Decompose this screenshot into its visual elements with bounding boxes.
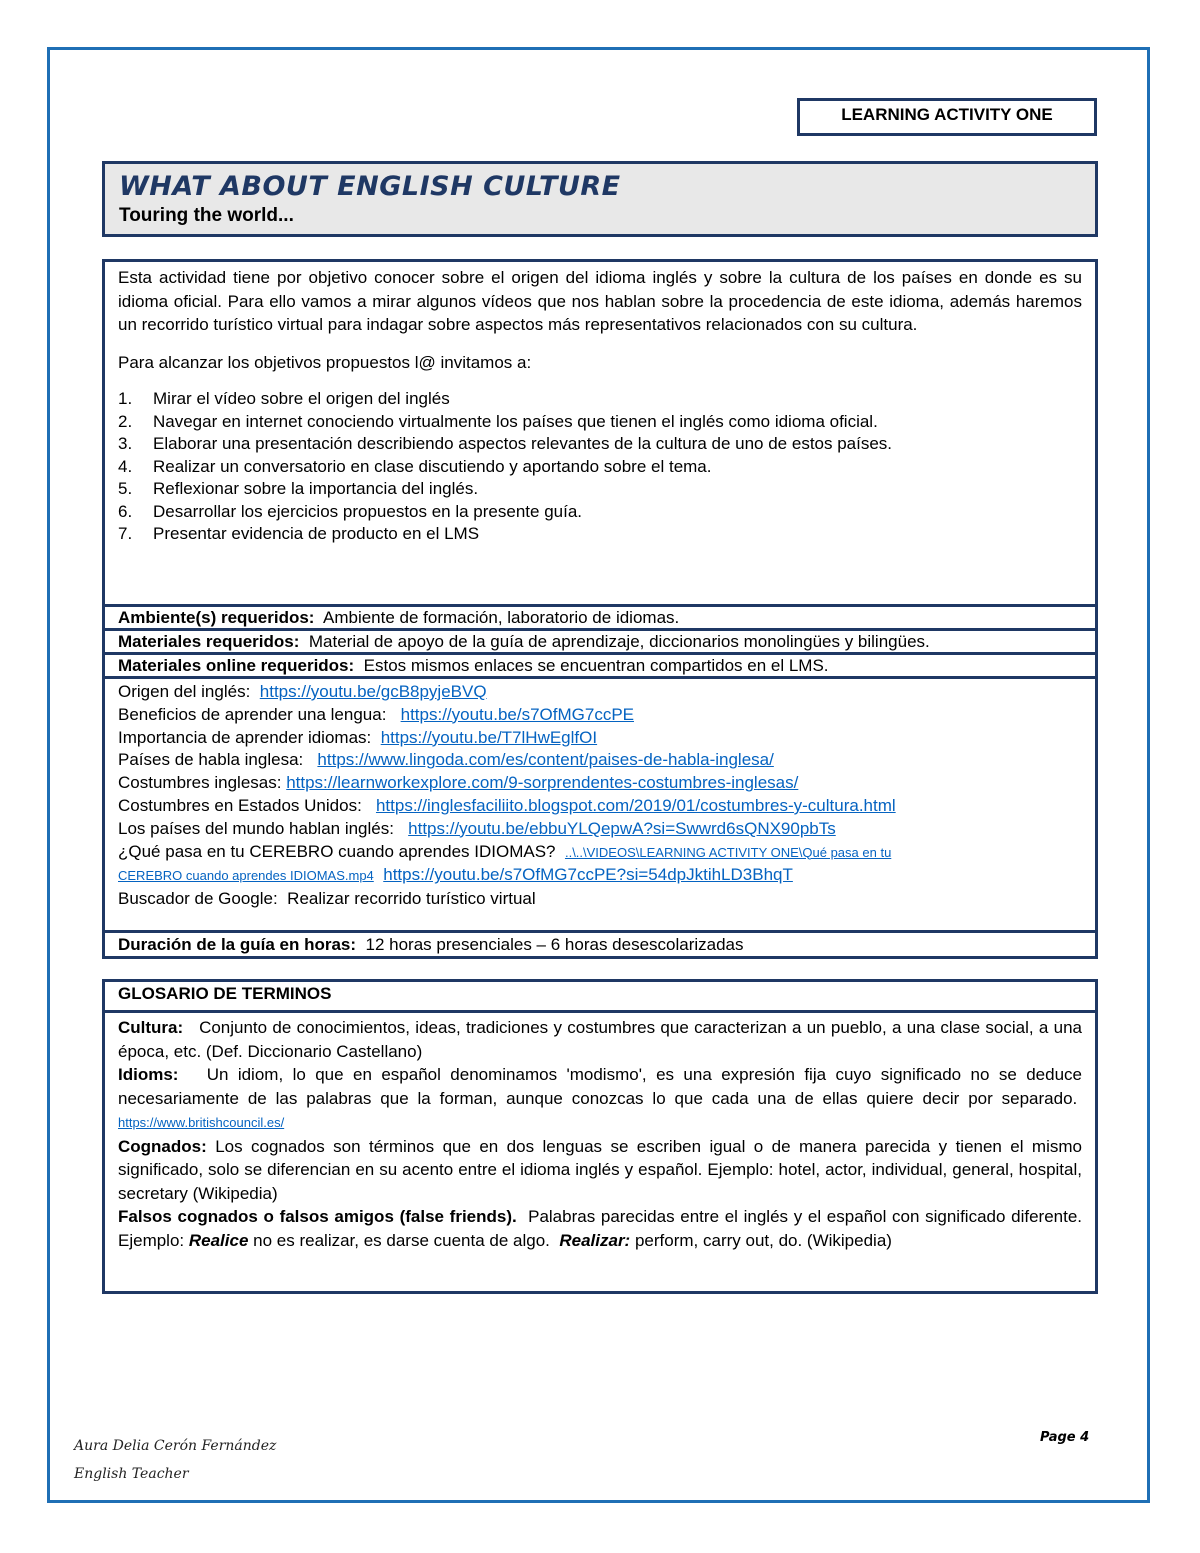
list-item: 4. Realizar un conversatorio en clase discutiendo y aportando sobre el tema. xyxy=(118,456,712,476)
glossary-entry-cognados: Cognados: Los cognados son términos que en dos lenguas se escriben igual o de manera parecida y tienen el mismo significado, solo se diferencian en su acento entre el idioma inglés y español. Ejemplo: hotel, actor, individual, general, hospital, secretary (Wikipedia) xyxy=(118,1136,1082,1203)
author-role: English Teacher xyxy=(74,1466,189,1482)
materials-row: Materiales requeridos: Material de apoyo de la guía de aprendizaje, diccionarios monolingües y bilingües. xyxy=(105,628,1095,652)
environment-row: Ambiente(s) requeridos: Ambiente de formación, laboratorio de idiomas. xyxy=(105,604,1095,628)
duration-row: Duración de la guía en horas: 12 horas presenciales – 6 horas desescolarizadas xyxy=(105,930,1095,956)
link-row: Origen del inglés: https://youtu.be/gcB8pyjeBVQ xyxy=(118,682,487,701)
glossary-entry-idioms: Idioms: Un idiom, lo que en español denominamos 'modismo', es una expresión fija cuyo significado no se deduce necesariamente de las palabras que la forman, aunque conozcas lo que cada una de ellas quiere decir por separado. https://www.britishcouncil.es/ xyxy=(118,1065,1082,1130)
steps-list xyxy=(118,388,1082,546)
local-file-link-continued[interactable]: CEREBRO cuando aprendes IDIOMAS.mp4 xyxy=(118,868,374,884)
list-item: 1. Mirar el vídeo sobre el origen del inglés xyxy=(118,389,450,408)
link-row: Costumbres en Estados Unidos: https://inglesfaciliito.blogspot.com/2019/01/costumbres-y-cultura.html xyxy=(118,795,896,815)
video-link[interactable]: https://youtu.be/s7OfMG7ccPE?si=54dpJktihLD3BhqT xyxy=(383,865,793,885)
link-row: ¿Qué pasa en tu CEREBRO cuando aprendes IDIOMAS? ..\..\VIDEOS\LEARNING ACTIVITY ONE\Qué pasa en tu xyxy=(118,841,892,861)
glossary-entry-falsos: Falsos cognados o falsos amigos (false friends). Palabras parecidas entre el inglés y el español con significado diferente. Ejemplo: Realice no es realizar, es darse cuenta de algo. Realizar: perform, carry out, do. (Wikipedia) xyxy=(118,1207,1083,1250)
link-row: Beneficios de aprender una lengua: https://youtu.be/s7OfMG7ccPE xyxy=(118,704,634,724)
link-row: Buscador de Google: Realizar recorrido turístico virtual xyxy=(118,889,536,909)
page-number: Page 4 xyxy=(1040,1430,1090,1445)
title-box xyxy=(102,161,1098,237)
intro-invite: Para alcanzar los objetivos propuestos l@ invitamos a: xyxy=(118,352,532,372)
britishcouncil-link[interactable]: https://www.britishcouncil.es/ xyxy=(118,1115,285,1130)
list-item: 5. Reflexionar sobre la importancia del inglés. xyxy=(118,479,479,498)
glossary-heading: GLOSARIO DE TERMINOS xyxy=(105,982,1095,1013)
web-link[interactable]: https://learnworkexplore.com/9-sorprendentes-costumbres-inglesas/ xyxy=(286,773,799,793)
web-link[interactable]: https://inglesfaciliito.blogspot.com/2019/01/costumbres-y-cultura.html xyxy=(375,795,896,815)
link-row: Costumbres inglesas: https://learnworkexplore.com/9-sorprendentes-costumbres-inglesas/ xyxy=(118,773,799,793)
footer-signature xyxy=(74,1432,276,1488)
link-row: Importancia de aprender idiomas: https://youtu.be/T7lHwEglfOI xyxy=(118,727,598,747)
author-name: Aura Delia Cerón Fernández xyxy=(74,1438,277,1454)
activity-label: LEARNING ACTIVITY ONE xyxy=(797,98,1097,136)
glossary-table xyxy=(102,979,1098,1294)
activity-info-table xyxy=(102,259,1098,959)
link-row xyxy=(118,864,1082,888)
video-link[interactable]: https://youtu.be/s7OfMG7ccPE xyxy=(400,704,634,724)
link-row: Los países del mundo hablan inglés: https://youtu.be/ebbuYLQepwA?si=Swwrd6sQNX90pbTs xyxy=(118,818,836,838)
links-section xyxy=(105,676,1095,930)
intro-paragraph: Esta actividad tiene por objetivo conocer sobre el origen del idioma inglés y sobre la cultura de los países en donde es su idioma oficial. Para ello vamos a mirar algunos vídeos que nos hablan sobre la procedencia de este idioma, además haremos un recorrido turístico virtual para indagar sobre aspectos más representativos relacionados con su cultura. xyxy=(118,268,1082,334)
glossary-entry-cultura: Cultura: Conjunto de conocimientos, ideas, tradiciones y costumbres que caracterizan a un pueblo, a una clase social, a una época, etc. (Def. Diccionario Castellano) xyxy=(118,1018,1082,1061)
web-link[interactable]: https://www.lingoda.com/es/content/paises-de-habla-inglesa/ xyxy=(317,750,774,770)
link-row: Países de habla inglesa: https://www.lingoda.com/es/content/paises-de-habla-inglesa/ xyxy=(118,750,774,770)
video-link[interactable]: https://youtu.be/gcB8pyjeBVQ xyxy=(259,682,487,701)
list-item: 7. Presentar evidencia de producto en el LMS xyxy=(118,524,480,543)
page-subtitle: Touring the world... xyxy=(119,205,294,226)
list-item: 3. Elaborar una presentación describiendo aspectos relevantes de la cultura de uno de estos países. xyxy=(118,434,893,453)
list-item: 2. Navegar en internet conociendo virtualmente los países que tienen el inglés como idioma oficial. xyxy=(118,411,878,431)
online-materials-row: Materiales online requeridos: Estos mismos enlaces se encuentran compartidos en el LMS. xyxy=(105,652,1095,676)
glossary-body xyxy=(105,1013,1095,1255)
page-title: WHAT ABOUT ENGLISH CULTURE xyxy=(119,171,621,202)
local-file-link[interactable]: ..\..\VIDEOS\LEARNING ACTIVITY ONE\Qué pasa en tu xyxy=(564,844,892,860)
video-link[interactable]: https://youtu.be/T7lHwEglfOI xyxy=(380,727,598,747)
intro-section xyxy=(105,262,1095,604)
list-item: 6. Desarrollar los ejercicios propuestos en la presente guía. xyxy=(118,501,583,521)
video-link[interactable]: https://youtu.be/ebbuYLQepwA?si=Swwrd6sQNX90pbTs xyxy=(408,818,836,838)
